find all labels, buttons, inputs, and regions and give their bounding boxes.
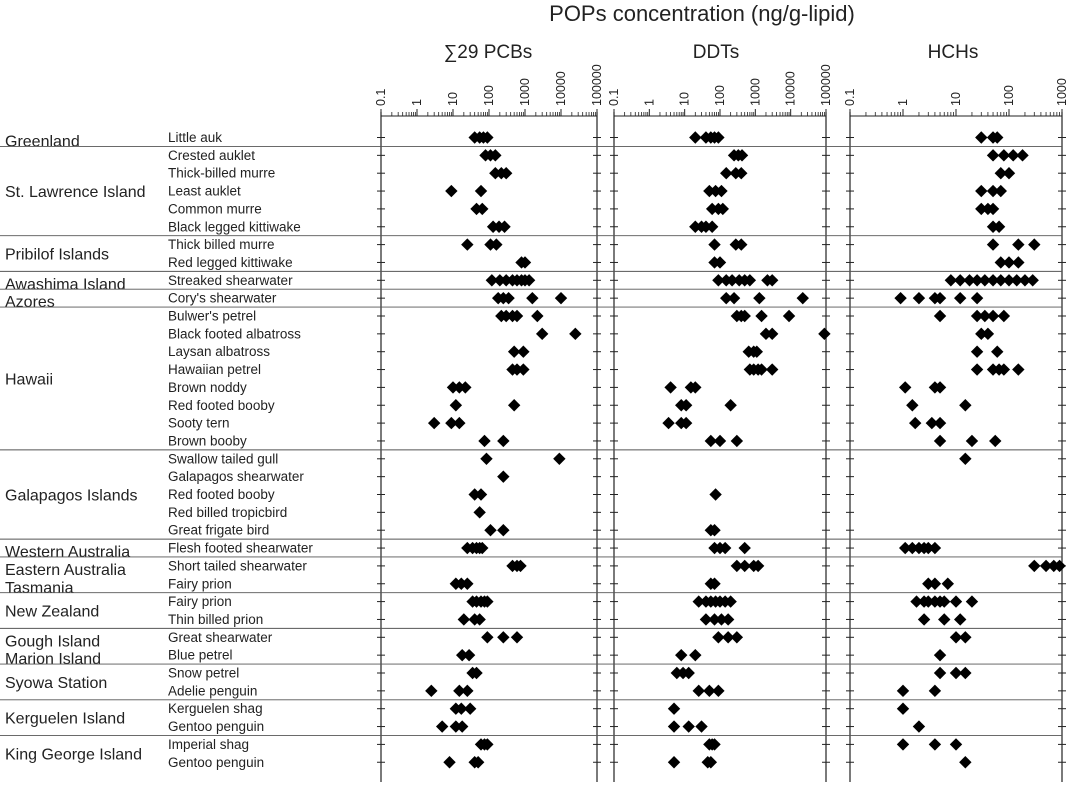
- data-point: [453, 417, 465, 429]
- data-point: [1003, 167, 1015, 179]
- data-point: [473, 506, 485, 518]
- location-label: Tasmania: [5, 579, 74, 597]
- species-label: Common murre: [168, 201, 262, 217]
- species-label: Red legged kittiwake: [168, 254, 293, 270]
- data-point: [458, 613, 470, 625]
- data-point: [934, 667, 946, 679]
- tick-label: 0.1: [843, 88, 857, 106]
- data-point: [1026, 274, 1038, 286]
- data-point: [475, 488, 487, 500]
- tick-label: 1: [896, 99, 910, 106]
- data-point: [664, 381, 676, 393]
- data-point: [428, 417, 440, 429]
- data-point: [728, 292, 740, 304]
- data-point: [731, 435, 743, 447]
- tick-label: 100000: [819, 64, 833, 106]
- data-point: [436, 720, 448, 732]
- tick-label: 1: [410, 99, 424, 106]
- data-point: [1012, 238, 1024, 250]
- data-point: [662, 417, 674, 429]
- data-point: [517, 346, 529, 358]
- data-point: [553, 453, 565, 465]
- data-point: [913, 720, 925, 732]
- data-point: [1012, 256, 1024, 268]
- data-point: [445, 185, 457, 197]
- data-point: [959, 631, 971, 643]
- data-point: [954, 613, 966, 625]
- location-label: King George Island: [5, 746, 142, 764]
- location-label: Gough Island: [5, 633, 101, 651]
- species-label: Kerguelen shag: [168, 701, 263, 717]
- location-label: Eastern Australia: [5, 561, 126, 579]
- data-point: [987, 310, 999, 322]
- data-point: [991, 346, 1003, 358]
- tick-label: 10: [446, 92, 460, 106]
- tick-label: 10000: [554, 71, 568, 106]
- data-point: [998, 310, 1010, 322]
- panel-hch: [843, 42, 1069, 782]
- data-point: [461, 238, 473, 250]
- data-point: [897, 685, 909, 697]
- data-point: [783, 310, 795, 322]
- data-point: [478, 435, 490, 447]
- data-point: [971, 292, 983, 304]
- data-point: [555, 292, 567, 304]
- data-point: [982, 328, 994, 340]
- data-point: [708, 238, 720, 250]
- data-point: [712, 685, 724, 697]
- location-label: Syowa Station: [5, 674, 108, 692]
- data-point: [569, 328, 581, 340]
- species-label: Imperial shag: [168, 736, 250, 752]
- species-label: Blue petrel: [168, 647, 233, 663]
- data-point: [1028, 238, 1040, 250]
- species-label: Brown noddy: [168, 379, 247, 395]
- data-point: [959, 756, 971, 768]
- data-point: [971, 363, 983, 375]
- location-label: Azores: [5, 294, 55, 312]
- species-label: Gentoo penguin: [168, 719, 265, 735]
- species-label: Thick-billed murre: [168, 165, 276, 181]
- data-point: [475, 185, 487, 197]
- data-point: [425, 685, 437, 697]
- location-label: St. Lawrence Island: [5, 184, 146, 202]
- species-label: Brown booby: [168, 433, 247, 449]
- species-label: Fairy prion: [168, 594, 232, 610]
- data-point: [497, 435, 509, 447]
- species-label: Great frigate bird: [168, 522, 270, 538]
- data-point: [497, 470, 509, 482]
- data-point: [668, 703, 680, 715]
- tick-label: 1000: [1055, 78, 1069, 106]
- data-point: [934, 310, 946, 322]
- tick-label: 0.1: [374, 88, 388, 106]
- species-label: Crested auklet: [168, 147, 256, 163]
- data-point: [987, 238, 999, 250]
- data-point: [966, 435, 978, 447]
- data-point: [989, 435, 1001, 447]
- data-point: [975, 131, 987, 143]
- location-label: Galapagos Islands: [5, 487, 138, 505]
- data-point: [894, 292, 906, 304]
- species-label: Thick billed murre: [168, 237, 275, 253]
- species-label: Little auk: [168, 130, 223, 145]
- data-point: [942, 578, 954, 590]
- species-label: Black legged kittiwake: [168, 219, 301, 235]
- data-point: [913, 292, 925, 304]
- species-label: Hawaiian petrel: [168, 362, 262, 378]
- location-label: Awashima Island: [5, 276, 126, 294]
- data-point: [975, 185, 987, 197]
- data-point: [971, 346, 983, 358]
- data-point: [526, 292, 538, 304]
- data-point: [480, 453, 492, 465]
- panel-pcb: [374, 42, 604, 782]
- tick-label: 100: [713, 85, 727, 106]
- data-point: [753, 292, 765, 304]
- data-point: [464, 703, 476, 715]
- data-point: [797, 292, 809, 304]
- species-label: Streaked shearwater: [168, 272, 293, 288]
- tick-label: 1: [642, 99, 657, 106]
- species-label: Sooty tern: [168, 415, 230, 431]
- data-point: [934, 649, 946, 661]
- data-point: [934, 435, 946, 447]
- location-label: New Zealand: [5, 603, 100, 621]
- species-label: Great shearwater: [168, 629, 273, 645]
- data-point: [987, 149, 999, 161]
- data-point: [675, 649, 687, 661]
- tick-label: 1000: [748, 78, 763, 106]
- tick-label: 100: [482, 85, 496, 106]
- data-point: [682, 720, 694, 732]
- species-label: Flesh footed shearwater: [168, 540, 313, 556]
- data-point: [461, 685, 473, 697]
- panels: [374, 42, 1069, 782]
- data-point: [497, 524, 509, 536]
- species-label: Adelie penguin: [168, 683, 258, 699]
- species-label: Swallow tailed gull: [168, 451, 279, 467]
- species-label: Red footed booby: [168, 397, 275, 413]
- data-point: [938, 613, 950, 625]
- tick-label: 0.1: [607, 88, 621, 106]
- panel-title: DDTs: [692, 42, 740, 63]
- data-point: [966, 595, 978, 607]
- data-point: [950, 595, 962, 607]
- data-point: [689, 131, 701, 143]
- species-label: Red footed booby: [168, 487, 275, 502]
- data-point: [511, 631, 523, 643]
- species-label: Galapagos shearwater: [168, 469, 304, 485]
- data-point: [706, 221, 718, 233]
- data-point: [906, 399, 918, 411]
- location-label: Hawaii: [5, 371, 54, 389]
- data-point: [722, 613, 734, 625]
- data-point: [766, 363, 778, 375]
- data-point: [463, 649, 475, 661]
- data-point: [959, 667, 971, 679]
- species-label: Thin billed prion: [168, 611, 264, 627]
- chart-title: POPs concentration (ng/g-lipid): [549, 1, 855, 26]
- data-point: [497, 631, 509, 643]
- data-point: [950, 738, 962, 750]
- data-point: [689, 649, 701, 661]
- data-point: [897, 738, 909, 750]
- panel-title: HCHs: [927, 42, 979, 63]
- data-point: [450, 399, 462, 411]
- species-label: Least auklet: [168, 183, 241, 199]
- species-label: Fairy prion: [168, 576, 232, 592]
- data-point: [909, 417, 921, 429]
- data-point: [456, 720, 468, 732]
- location-label: Pribilof Islands: [5, 246, 110, 264]
- data-point: [995, 185, 1007, 197]
- species-label: Black footed albatross: [168, 326, 301, 342]
- data-point: [959, 453, 971, 465]
- data-point: [818, 328, 830, 340]
- species-label: Red billed tropicbird: [168, 504, 288, 520]
- data-point: [481, 631, 493, 643]
- data-point: [508, 399, 520, 411]
- data-point: [959, 399, 971, 411]
- panel-ddt: [607, 42, 833, 782]
- location-label: Western Australia: [5, 544, 131, 562]
- data-point: [531, 310, 543, 322]
- panel-title: ∑29 PCBs: [443, 42, 533, 63]
- data-point: [724, 399, 736, 411]
- data-point: [1016, 149, 1028, 161]
- species-label: Snow petrel: [168, 665, 240, 681]
- data-point: [755, 310, 767, 322]
- data-point: [929, 578, 941, 590]
- species-label: Gentoo penguin: [168, 754, 265, 770]
- data-point: [709, 488, 721, 500]
- data-point: [695, 720, 707, 732]
- tick-label: 10: [949, 92, 963, 106]
- species-label: Cory's shearwater: [168, 290, 277, 306]
- tick-label: 1000: [518, 78, 532, 106]
- data-point: [954, 292, 966, 304]
- tick-label: 10: [677, 92, 692, 106]
- data-point: [918, 613, 930, 625]
- tick-label: 100: [1002, 85, 1016, 106]
- data-point: [731, 631, 743, 643]
- data-point: [899, 381, 911, 393]
- data-point: [443, 756, 455, 768]
- data-point: [929, 738, 941, 750]
- separators: [0, 146, 1062, 735]
- data-point: [484, 524, 496, 536]
- data-point: [929, 685, 941, 697]
- tick-label: 10000: [783, 71, 798, 106]
- species-label: Laysan albatross: [168, 344, 271, 360]
- data-point: [738, 542, 750, 554]
- data-point: [766, 328, 778, 340]
- data-point: [897, 703, 909, 715]
- data-point: [1028, 560, 1040, 572]
- data-point: [693, 685, 705, 697]
- location-label: Marion Island: [5, 651, 102, 669]
- species-label: Short tailed shearwater: [168, 558, 307, 574]
- data-point: [934, 417, 946, 429]
- data-point: [929, 542, 941, 554]
- data-point: [517, 363, 529, 375]
- species-label: Bulwer's petrel: [168, 308, 257, 324]
- data-point: [668, 756, 680, 768]
- data-point: [536, 328, 548, 340]
- location-label: Kerguelen Island: [5, 710, 126, 728]
- data-point: [668, 720, 680, 732]
- tick-label: 100000: [590, 64, 604, 106]
- data-point: [714, 435, 726, 447]
- location-label: Greenland: [5, 133, 80, 151]
- data-point: [1012, 363, 1024, 375]
